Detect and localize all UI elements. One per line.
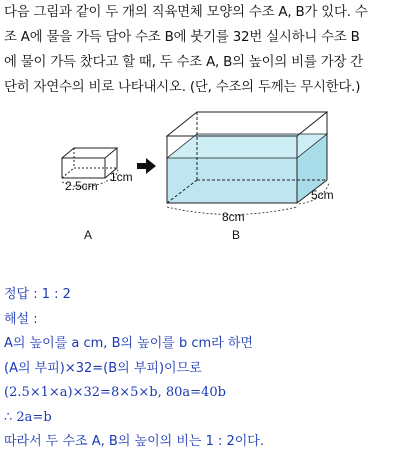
equation-line: ∴ 2a=b [4,409,52,425]
pour-arrow-icon [137,158,156,174]
answer-line: 정답 : 1 : 2 [4,287,71,302]
tank-b-caption: B [232,228,241,242]
problem-line: 다음 그림과 같이 두 개의 직육면체 모양의 수조 A, B가 있다. 수 [4,5,368,20]
tank-diagram [40,100,380,250]
explanation-heading: 해설 : [4,311,38,327]
tank-b-depth-label: 5cm [311,188,334,202]
explanation-line: A의 높이를 a cm, B의 높이를 b cm라 하면 [4,336,253,351]
problem-text [4,0,396,100]
problem-line: 에 물이 가득 찼다고 할 때, 두 수조 A, B의 높이의 비를 가장 간 [4,55,363,70]
tank-a-depth-label: 1cm [110,170,133,184]
problem-line: 단히 자연수의 비로 나타내시오. (단, 수조의 두께는 무시한다.) [4,80,361,95]
tank-figure [40,100,380,250]
solution-block [4,283,396,455]
tank-a-width-label: 2.5cm [65,179,98,193]
tank-b-width-label: 8cm [222,210,245,224]
equation-line: (2.5×1×a)×32=8×5×b, 80a=40b [4,385,226,400]
conclusion-line: 따라서 두 수조 A, B의 높이의 비는 1 : 2이다. [4,434,265,449]
problem-line: 조 A에 물을 가득 담아 수조 B에 붓기를 32번 실시하니 수조 B [4,30,360,45]
tank-b [167,112,329,215]
tank-a-caption: A [84,228,93,242]
explanation-line: (A의 부피)×32=(B의 부피)이므로 [4,360,202,376]
